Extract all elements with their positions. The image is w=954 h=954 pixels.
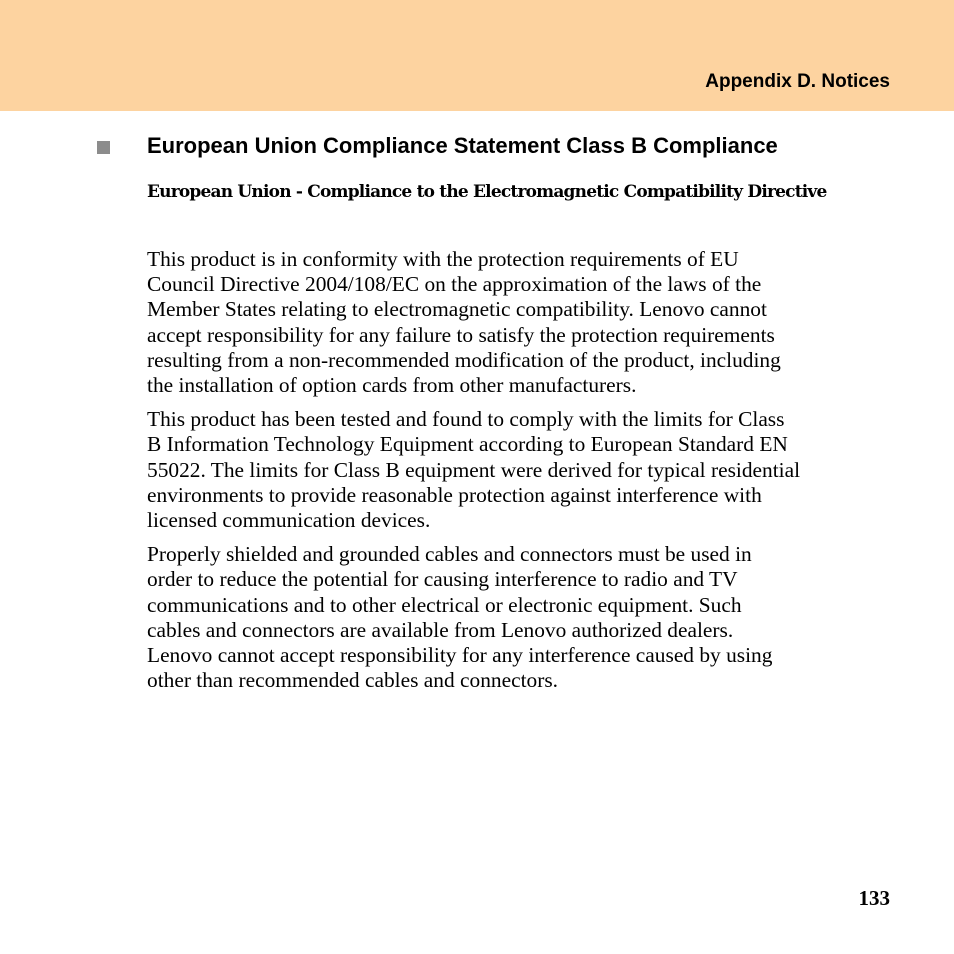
header-band bbox=[0, 0, 954, 111]
body-text bbox=[147, 247, 897, 702]
text-line: resulting from a non-recommended modification of the product, including bbox=[147, 347, 781, 372]
text-line: environments to provide reasonable protection against interference with bbox=[147, 482, 762, 507]
page-number: 133 bbox=[858, 886, 890, 910]
text-line: the installation of option cards from other manufacturers. bbox=[147, 373, 637, 398]
paragraph bbox=[147, 542, 897, 693]
chapter-title: Appendix D. Notices bbox=[705, 71, 890, 92]
text-line: licensed communication devices. bbox=[147, 508, 431, 533]
paragraph bbox=[147, 407, 897, 533]
text-line: Properly shielded and grounded cables and connectors must be used in bbox=[147, 542, 752, 567]
text-line: 55022. The limits for Class B equipment were derived for typical residential bbox=[147, 457, 801, 482]
text-line: Member States relating to electromagnetic compatibility. Lenovo cannot bbox=[147, 297, 767, 322]
text-line: Lenovo cannot accept responsibility for any interference caused by using bbox=[147, 643, 773, 668]
text-line: This product is in conformity with the protection requirements of EU bbox=[147, 247, 739, 271]
text-line: accept responsibility for any failure to satisfy the protection requirements bbox=[147, 322, 775, 347]
paragraph bbox=[147, 247, 897, 398]
text-line: other than recommended cables and connectors. bbox=[147, 668, 559, 693]
text-line: This product has been tested and found to comply with the limits for Class bbox=[147, 407, 785, 432]
text-line: Council Directive 2004/108/EC on the approximation of the laws of the bbox=[147, 272, 762, 297]
text-line: B Information Technology Equipment according to European Standard EN bbox=[147, 432, 788, 457]
text-line: communications and to other electrical or electronic equipment. Such bbox=[147, 592, 742, 617]
text-line: order to reduce the potential for causing interference to radio and TV bbox=[147, 567, 738, 592]
text-line: cables and connectors are available from Lenovo authorized dealers. bbox=[147, 617, 734, 642]
section-heading: European Union Compliance Statement Class B Compliance bbox=[147, 133, 778, 158]
subheading: European Union - Compliance to the Electromagnetic Compatibility Directive bbox=[147, 182, 827, 202]
square-bullet-icon bbox=[97, 141, 110, 154]
